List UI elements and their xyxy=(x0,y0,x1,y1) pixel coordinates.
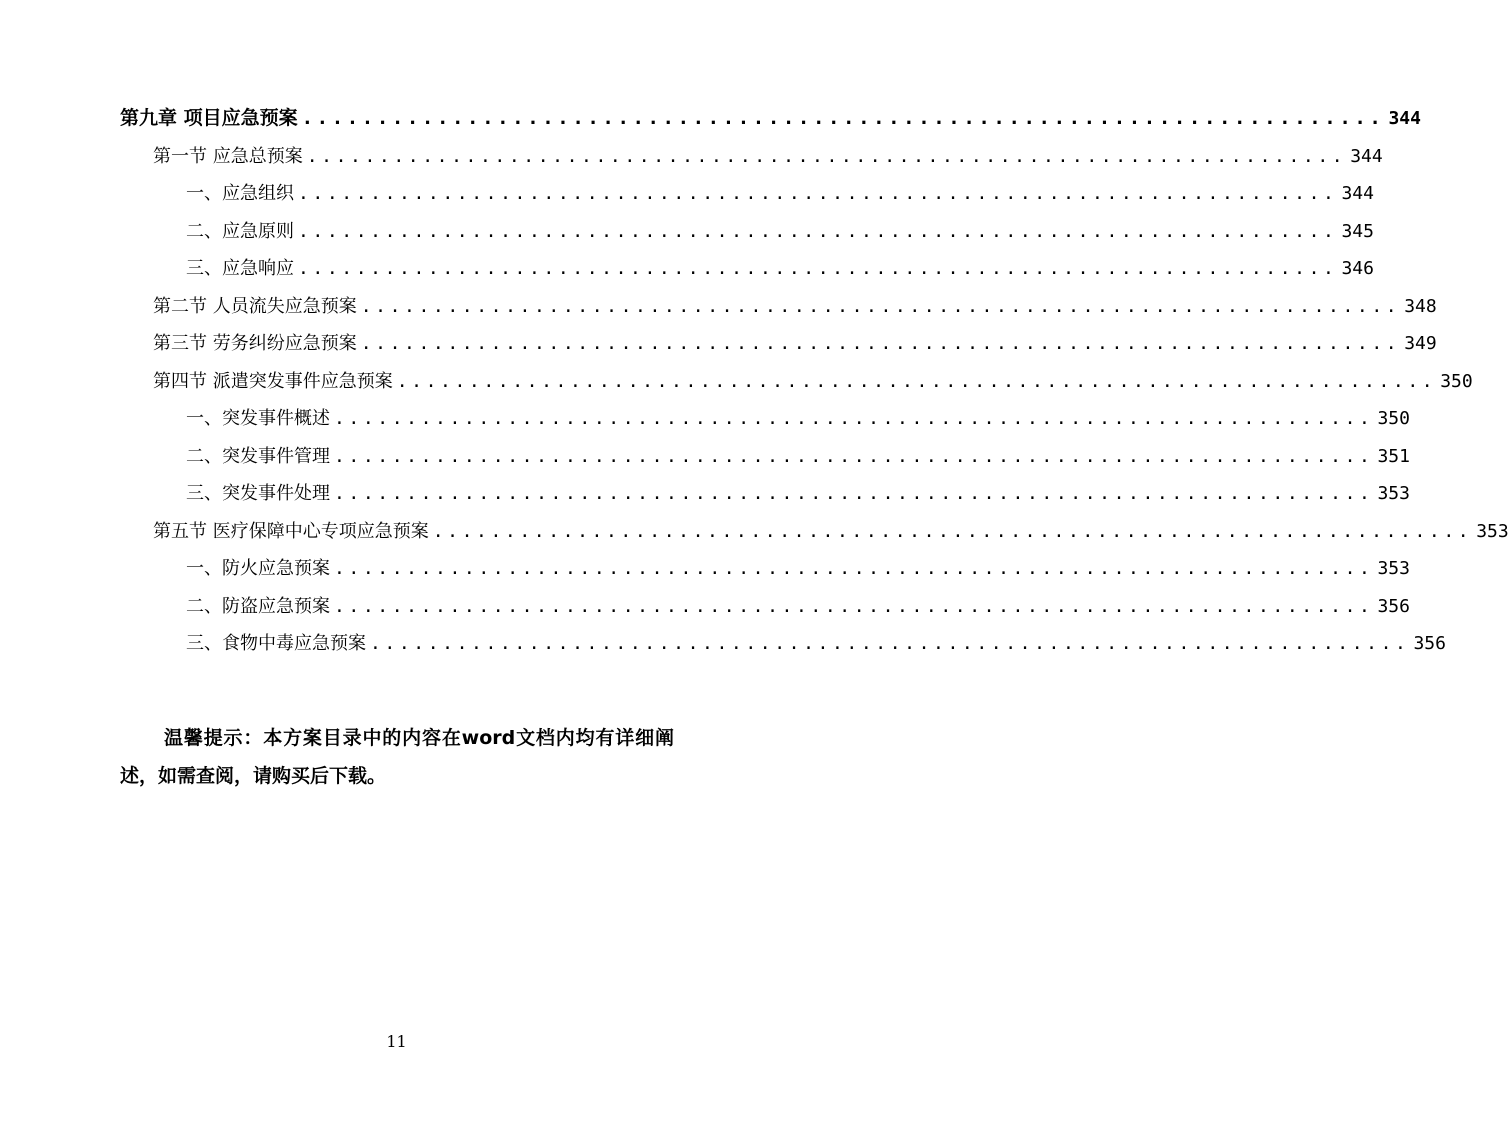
toc-entry-title: 三、食物中毒应急预案 xyxy=(186,633,366,654)
toc-entry-title: 二、防盗应急预案 xyxy=(186,595,330,617)
toc-entry-title: 二、突发事件管理 xyxy=(186,445,330,467)
toc-entry-title: 一、突发事件概述 xyxy=(186,408,330,429)
toc-entry-title: 第一节 应急总预案 xyxy=(153,145,303,167)
reminder-note: 温馨提示：本方案目录中的内容在word文档内均有详细阐述，如需查阅，请购买后下载。 xyxy=(120,727,674,787)
toc-entry-title: 三、突发事件处理 xyxy=(186,483,330,504)
toc-entry-page: 356 xyxy=(1413,633,1446,654)
toc-dot-leader: ........................................................................ xyxy=(298,183,1338,204)
toc-dot-leader: ........................................................................ xyxy=(334,483,1374,504)
page-number: 11 xyxy=(386,1032,407,1051)
toc-dot-leader: ........................................................................ xyxy=(432,520,1473,542)
toc-entry-page: 351 xyxy=(1377,445,1410,467)
toc-entry-page: 353 xyxy=(1377,558,1410,579)
toc-dot-leader: ........................................................................ xyxy=(298,220,1338,242)
toc-dot-leader: ........................................................................ xyxy=(301,107,1385,129)
toc-entry-page: 344 xyxy=(1341,183,1374,204)
toc-dot-leader: ........................................................................ xyxy=(370,633,1410,654)
toc-entry xyxy=(120,625,1446,663)
toc-entry-page: 348 xyxy=(1404,295,1437,317)
toc-dot-leader: ........................................................................ xyxy=(360,295,1401,317)
toc-entry-page: 345 xyxy=(1341,220,1374,242)
toc-entry-title: 第九章 项目应急预案 xyxy=(120,107,298,129)
toc-entry xyxy=(120,175,1374,213)
toc-entry-page: 353 xyxy=(1476,520,1509,542)
toc-entry-title: 第四节 派遣突发事件应急预案 xyxy=(153,370,393,392)
toc-entry xyxy=(120,438,1410,476)
toc-entry-title: 三、应急响应 xyxy=(186,258,294,279)
toc-entry-page: 350 xyxy=(1377,408,1410,429)
toc-entry-page: 344 xyxy=(1388,108,1421,129)
toc-entry xyxy=(120,138,1383,176)
toc-entry xyxy=(120,213,1374,251)
toc-entry-title: 第二节 人员流失应急预案 xyxy=(153,295,357,317)
toc-dot-leader: ........................................................................ xyxy=(334,595,1374,617)
toc-entry-page: 346 xyxy=(1341,258,1374,279)
toc-entry-title: 第五节 医疗保障中心专项应急预案 xyxy=(153,520,429,542)
table-of-contents xyxy=(120,100,1509,663)
toc-entry xyxy=(120,363,1473,401)
toc-entry xyxy=(120,588,1410,626)
toc-entry-page: 349 xyxy=(1404,333,1437,354)
toc-dot-leader: ........................................................................ xyxy=(306,145,1347,167)
toc-entry xyxy=(120,550,1410,588)
toc-entry-title: 一、防火应急预案 xyxy=(186,558,330,579)
toc-entry xyxy=(120,513,1509,551)
toc-dot-leader: ........................................................................ xyxy=(334,558,1374,579)
toc-entry xyxy=(120,288,1437,326)
toc-entry xyxy=(120,250,1374,288)
toc-entry-title: 一、应急组织 xyxy=(186,183,294,204)
toc-entry xyxy=(120,100,1421,138)
toc-dot-leader: ........................................................................ xyxy=(334,408,1374,429)
toc-entry xyxy=(120,475,1410,513)
toc-entry xyxy=(120,325,1437,363)
toc-entry-page: 356 xyxy=(1377,595,1410,617)
toc-entry-page: 344 xyxy=(1350,145,1383,167)
toc-entry xyxy=(120,400,1410,438)
toc-dot-leader: ........................................................................ xyxy=(360,333,1401,354)
toc-dot-leader: ........................................................................ xyxy=(298,258,1338,279)
toc-dot-leader: ........................................................................ xyxy=(396,370,1437,392)
toc-entry-page: 350 xyxy=(1440,370,1473,392)
toc-dot-leader: ........................................................................ xyxy=(334,445,1374,467)
toc-entry-title: 第三节 劳务纠纷应急预案 xyxy=(153,333,357,354)
toc-entry-title: 二、应急原则 xyxy=(186,220,294,242)
toc-entry-page: 353 xyxy=(1377,483,1410,504)
